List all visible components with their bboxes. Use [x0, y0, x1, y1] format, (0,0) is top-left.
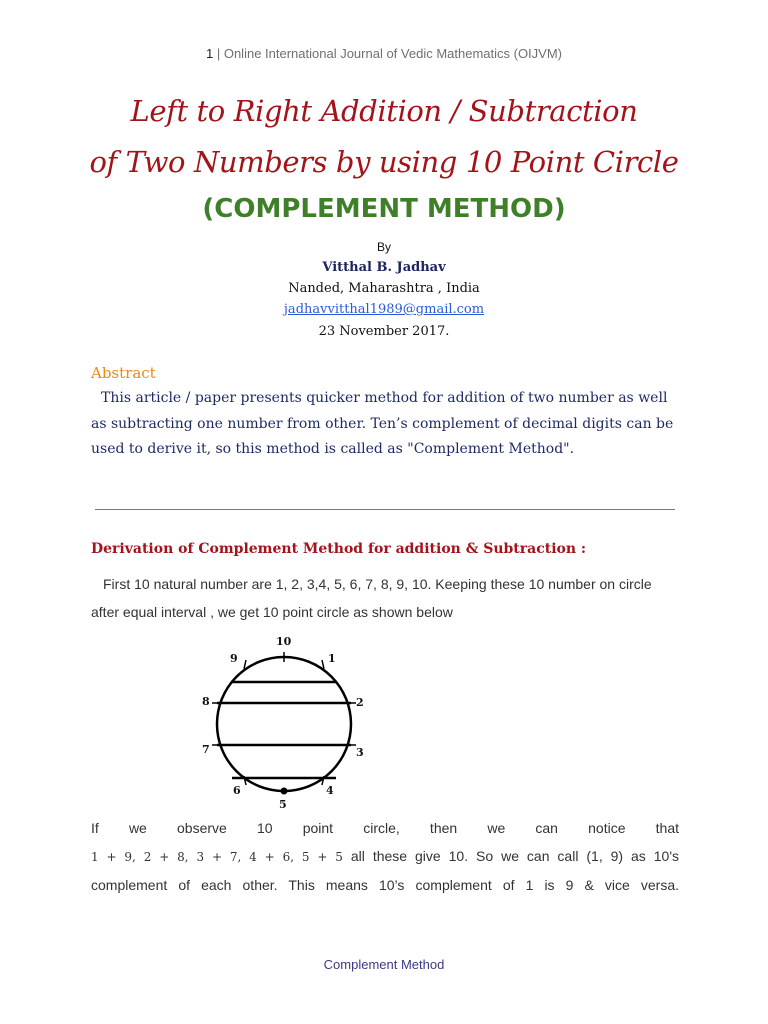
label-5: 5: [279, 798, 287, 810]
running-header: [0, 46, 768, 61]
abstract-body: This article / paper presents quicker method for addition of two number as well as subtracting one number from other. Ten’s complement of decimal digits can be used to derive it, so this method is called as "Complement Method".: [91, 390, 674, 457]
label-1: 1: [328, 652, 336, 665]
title-line-2: of Two Numbers by using 10 Point Circle: [89, 145, 679, 179]
abstract-heading: Abstract: [91, 364, 156, 382]
page-number: 1: [206, 46, 214, 61]
label-10: 10: [276, 635, 292, 648]
author-name: Vitthal B. Jadhav: [322, 260, 446, 275]
section-heading: Derivation of Complement Method for addition & Subtraction :: [91, 541, 587, 557]
label-7: 7: [202, 743, 210, 756]
label-3: 3: [356, 746, 364, 759]
observation-line-1: If we observe 10 point circle, then we can notice that: [91, 820, 679, 836]
paragraph-observation: [91, 814, 679, 899]
section-divider: [95, 509, 675, 510]
author-location: Nanded, Maharashtra , India: [288, 281, 480, 296]
paragraph-intro: First 10 natural number are 1, 2, 3,4, 5, 6, 7, 8, 9, 10. Keeping these 10 number on circle after equal interval , we get 10 point circle as shown below: [91, 576, 652, 620]
journal-name: Online International Journal of Vedic Mathematics (OIJVM): [223, 46, 562, 61]
circle-outline: [217, 657, 351, 791]
label-2: 2: [356, 696, 364, 709]
title-line-1: Left to Right Addition / Subtraction: [130, 94, 638, 128]
author-email-link[interactable]: jadhavvitthal1989@gmail.com: [283, 302, 485, 317]
ten-point-circle-diagram: [190, 628, 380, 810]
label-6: 6: [233, 784, 241, 797]
publication-date: 23 November 2017.: [318, 324, 450, 339]
running-footer: Complement Method: [323, 957, 445, 972]
observation-line-3: complement of each other. This means 10’s complement of 1 is 9 & vice versa.: [91, 877, 679, 893]
complement-pairs-equation: 1 + 9, 2 + 8, 3 + 7, 4 + 6, 5 + 5: [91, 850, 343, 864]
point-5-dot: [281, 788, 288, 795]
label-8: 8: [202, 695, 210, 708]
label-4: 4: [326, 784, 334, 797]
by-label: By: [376, 240, 391, 254]
observation-line-2: all these give 10. So we can call (1, 9) as 10's: [342, 848, 679, 864]
header-separator: |: [213, 46, 224, 61]
label-9: 9: [230, 652, 238, 665]
subtitle: (COMPLEMENT METHOD): [202, 194, 566, 224]
